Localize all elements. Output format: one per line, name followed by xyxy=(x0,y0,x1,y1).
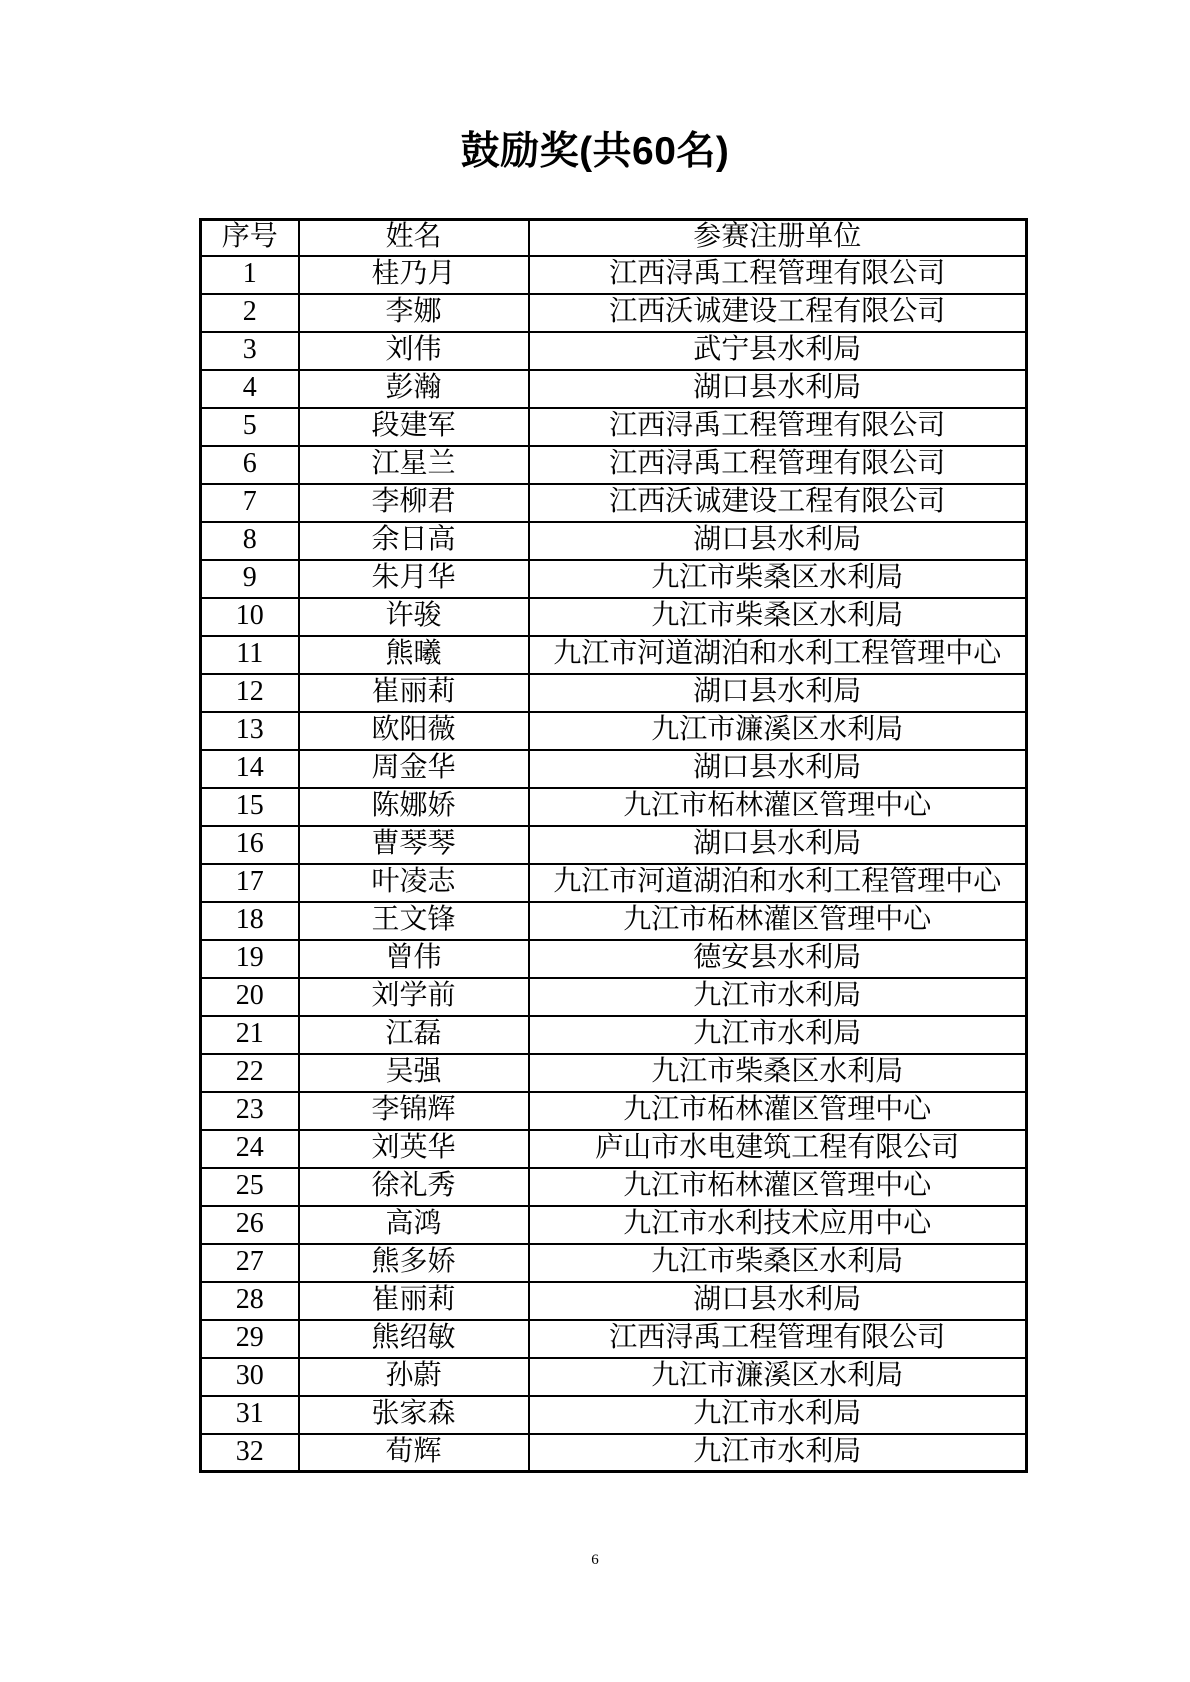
table-row xyxy=(201,332,1027,370)
table-row xyxy=(201,864,1027,902)
cell-serial-number: 20 xyxy=(201,978,299,1016)
cell-serial-number: 18 xyxy=(201,902,299,940)
cell-name: 叶凌志 xyxy=(299,864,529,902)
cell-registered-unit: 九江市柘林灌区管理中心 xyxy=(529,1168,1027,1206)
cell-serial-number: 12 xyxy=(201,674,299,712)
cell-name: 桂乃月 xyxy=(299,256,529,294)
cell-serial-number: 17 xyxy=(201,864,299,902)
table-row xyxy=(201,1168,1027,1206)
table-row xyxy=(201,750,1027,788)
cell-serial-number: 11 xyxy=(201,636,299,674)
cell-registered-unit: 庐山市水电建筑工程有限公司 xyxy=(529,1130,1027,1168)
cell-registered-unit: 九江市柴桑区水利局 xyxy=(529,1054,1027,1092)
cell-serial-number: 7 xyxy=(201,484,299,522)
cell-name: 江磊 xyxy=(299,1016,529,1054)
cell-registered-unit: 九江市柘林灌区管理中心 xyxy=(529,902,1027,940)
table-row xyxy=(201,1016,1027,1054)
cell-serial-number: 3 xyxy=(201,332,299,370)
cell-serial-number: 29 xyxy=(201,1320,299,1358)
table-row xyxy=(201,788,1027,826)
cell-registered-unit: 江西浔禹工程管理有限公司 xyxy=(529,446,1027,484)
cell-name: 荀辉 xyxy=(299,1434,529,1472)
cell-registered-unit: 江西沃诚建设工程有限公司 xyxy=(529,484,1027,522)
table-row xyxy=(201,446,1027,484)
cell-name: 彭瀚 xyxy=(299,370,529,408)
table-row xyxy=(201,560,1027,598)
table-row xyxy=(201,294,1027,332)
cell-registered-unit: 江西沃诚建设工程有限公司 xyxy=(529,294,1027,332)
cell-registered-unit: 江西浔禹工程管理有限公司 xyxy=(529,1320,1027,1358)
cell-name: 欧阳薇 xyxy=(299,712,529,750)
cell-serial-number: 31 xyxy=(201,1396,299,1434)
cell-registered-unit: 江西浔禹工程管理有限公司 xyxy=(529,408,1027,446)
cell-registered-unit: 九江市柘林灌区管理中心 xyxy=(529,1092,1027,1130)
table-row xyxy=(201,940,1027,978)
cell-serial-number: 27 xyxy=(201,1244,299,1282)
table-row xyxy=(201,1130,1027,1168)
cell-serial-number: 6 xyxy=(201,446,299,484)
table-row xyxy=(201,902,1027,940)
cell-name: 徐礼秀 xyxy=(299,1168,529,1206)
table-row xyxy=(201,408,1027,446)
cell-name: 李娜 xyxy=(299,294,529,332)
cell-serial-number: 4 xyxy=(201,370,299,408)
cell-serial-number: 1 xyxy=(201,256,299,294)
table-row xyxy=(201,484,1027,522)
table-row xyxy=(201,1244,1027,1282)
cell-name: 高鸿 xyxy=(299,1206,529,1244)
table-row xyxy=(201,370,1027,408)
cell-serial-number: 10 xyxy=(201,598,299,636)
cell-serial-number: 24 xyxy=(201,1130,299,1168)
award-table xyxy=(199,218,1028,1473)
cell-name: 余日高 xyxy=(299,522,529,560)
cell-registered-unit: 九江市柴桑区水利局 xyxy=(529,598,1027,636)
cell-name: 江星兰 xyxy=(299,446,529,484)
cell-registered-unit: 九江市濂溪区水利局 xyxy=(529,712,1027,750)
cell-registered-unit: 湖口县水利局 xyxy=(529,826,1027,864)
cell-name: 朱月华 xyxy=(299,560,529,598)
cell-serial-number: 21 xyxy=(201,1016,299,1054)
cell-name: 崔丽莉 xyxy=(299,1282,529,1320)
cell-name: 孙蔚 xyxy=(299,1358,529,1396)
table-row xyxy=(201,1054,1027,1092)
page-number: 6 xyxy=(591,1552,599,1568)
cell-serial-number: 23 xyxy=(201,1092,299,1130)
table-row xyxy=(201,522,1027,560)
cell-registered-unit: 江西浔禹工程管理有限公司 xyxy=(529,256,1027,294)
table-header-row xyxy=(201,220,1027,256)
cell-registered-unit: 湖口县水利局 xyxy=(529,750,1027,788)
cell-registered-unit: 湖口县水利局 xyxy=(529,522,1027,560)
table-row xyxy=(201,1358,1027,1396)
cell-serial-number: 13 xyxy=(201,712,299,750)
cell-name: 张家森 xyxy=(299,1396,529,1434)
cell-registered-unit: 九江市濂溪区水利局 xyxy=(529,1358,1027,1396)
cell-registered-unit: 九江市柴桑区水利局 xyxy=(529,1244,1027,1282)
cell-name: 刘学前 xyxy=(299,978,529,1016)
cell-registered-unit: 湖口县水利局 xyxy=(529,370,1027,408)
cell-serial-number: 14 xyxy=(201,750,299,788)
cell-serial-number: 5 xyxy=(201,408,299,446)
cell-name: 李锦辉 xyxy=(299,1092,529,1130)
cell-registered-unit: 九江市柘林灌区管理中心 xyxy=(529,788,1027,826)
cell-serial-number: 2 xyxy=(201,294,299,332)
cell-name: 段建军 xyxy=(299,408,529,446)
table-row xyxy=(201,1396,1027,1434)
cell-registered-unit: 九江市河道湖泊和水利工程管理中心 xyxy=(529,636,1027,674)
cell-name: 陈娜娇 xyxy=(299,788,529,826)
cell-registered-unit: 湖口县水利局 xyxy=(529,1282,1027,1320)
cell-registered-unit: 九江市河道湖泊和水利工程管理中心 xyxy=(529,864,1027,902)
cell-registered-unit: 九江市水利技术应用中心 xyxy=(529,1206,1027,1244)
cell-serial-number: 32 xyxy=(201,1434,299,1472)
cell-registered-unit: 九江市水利局 xyxy=(529,1016,1027,1054)
header-registered-unit: 参赛注册单位 xyxy=(529,220,1027,256)
table-row xyxy=(201,712,1027,750)
cell-registered-unit: 九江市水利局 xyxy=(529,978,1027,1016)
table-row xyxy=(201,598,1027,636)
cell-registered-unit: 湖口县水利局 xyxy=(529,674,1027,712)
table-row xyxy=(201,1206,1027,1244)
cell-serial-number: 9 xyxy=(201,560,299,598)
cell-name: 刘英华 xyxy=(299,1130,529,1168)
cell-serial-number: 16 xyxy=(201,826,299,864)
cell-name: 周金华 xyxy=(299,750,529,788)
table-row xyxy=(201,1320,1027,1358)
header-serial-number: 序号 xyxy=(201,220,299,256)
cell-name: 崔丽莉 xyxy=(299,674,529,712)
cell-registered-unit: 九江市水利局 xyxy=(529,1434,1027,1472)
page-title: 鼓励奖(共60名) xyxy=(460,130,730,173)
cell-name: 吴强 xyxy=(299,1054,529,1092)
cell-name: 许骏 xyxy=(299,598,529,636)
cell-serial-number: 19 xyxy=(201,940,299,978)
table-row xyxy=(201,826,1027,864)
cell-name: 曹琴琴 xyxy=(299,826,529,864)
table-row xyxy=(201,256,1027,294)
cell-registered-unit: 武宁县水利局 xyxy=(529,332,1027,370)
table-body xyxy=(201,256,1027,1472)
table-row xyxy=(201,1092,1027,1130)
cell-name: 熊绍敏 xyxy=(299,1320,529,1358)
cell-serial-number: 22 xyxy=(201,1054,299,1092)
cell-name: 熊曦 xyxy=(299,636,529,674)
cell-name: 李柳君 xyxy=(299,484,529,522)
cell-serial-number: 28 xyxy=(201,1282,299,1320)
table-row xyxy=(201,1434,1027,1472)
cell-name: 曾伟 xyxy=(299,940,529,978)
cell-name: 刘伟 xyxy=(299,332,529,370)
table-row xyxy=(201,978,1027,1016)
header-name: 姓名 xyxy=(299,220,529,256)
cell-serial-number: 15 xyxy=(201,788,299,826)
table-row xyxy=(201,674,1027,712)
cell-serial-number: 25 xyxy=(201,1168,299,1206)
table-row xyxy=(201,1282,1027,1320)
cell-serial-number: 26 xyxy=(201,1206,299,1244)
cell-name: 王文锋 xyxy=(299,902,529,940)
cell-registered-unit: 九江市柴桑区水利局 xyxy=(529,560,1027,598)
cell-registered-unit: 德安县水利局 xyxy=(529,940,1027,978)
cell-registered-unit: 九江市水利局 xyxy=(529,1396,1027,1434)
table-row xyxy=(201,636,1027,674)
cell-serial-number: 8 xyxy=(201,522,299,560)
cell-serial-number: 30 xyxy=(201,1358,299,1396)
cell-name: 熊多娇 xyxy=(299,1244,529,1282)
